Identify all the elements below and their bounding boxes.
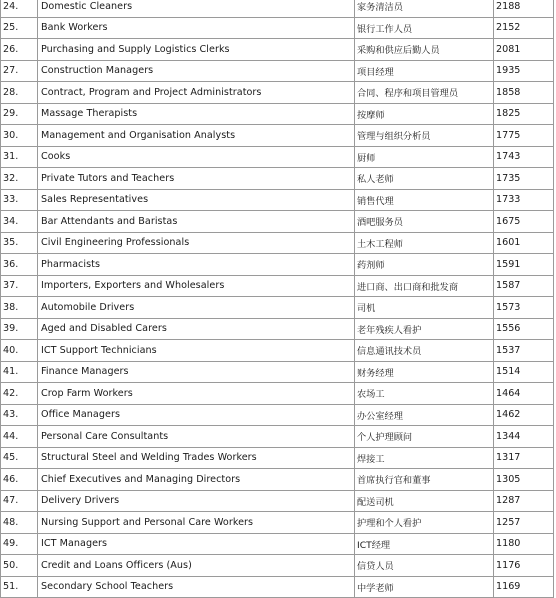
occupation-name-en: Civil Engineering Professionals [38,232,355,254]
occupation-count: 1935 [494,60,554,82]
occupation-name-zh: 配送司机 [355,490,494,512]
table-row [1,555,554,577]
occupation-name-zh: 司机 [355,297,494,319]
occupation-count: 1287 [494,490,554,512]
row-rank: 48. [1,512,38,534]
row-rank: 25. [1,17,38,39]
occupation-name-zh: 信贷人员 [355,555,494,577]
row-rank: 46. [1,469,38,491]
occupation-name-en: Contract, Program and Project Administrators [38,82,355,104]
table-row [1,469,554,491]
row-rank: 47. [1,490,38,512]
table-row [1,211,554,233]
occupation-count: 1675 [494,211,554,233]
row-rank: 45. [1,447,38,469]
row-rank: 34. [1,211,38,233]
table-row [1,447,554,469]
table-row [1,0,554,17]
occupation-count: 1537 [494,340,554,362]
table-row [1,17,554,39]
occupation-name-zh: 农场工 [355,383,494,405]
row-rank: 28. [1,82,38,104]
row-rank: 42. [1,383,38,405]
occupation-name-en: ICT Support Technicians [38,340,355,362]
row-rank: 43. [1,404,38,426]
occupation-name-zh: 老年残疾人看护 [355,318,494,340]
occupation-count: 2152 [494,17,554,39]
table-row [1,512,554,534]
occupation-count: 1775 [494,125,554,147]
occupation-count: 1743 [494,146,554,168]
occupation-name-zh: 个人护理顾问 [355,426,494,448]
occupation-name-en: ICT Managers [38,533,355,555]
occupation-count: 2081 [494,39,554,61]
row-rank: 31. [1,146,38,168]
occupation-count: 1733 [494,189,554,211]
occupation-count: 1601 [494,232,554,254]
table-row [1,576,554,598]
row-rank: 29. [1,103,38,125]
occupation-name-en: Crop Farm Workers [38,383,355,405]
row-rank: 26. [1,39,38,61]
table-row [1,490,554,512]
table-row [1,297,554,319]
occupation-count: 1305 [494,469,554,491]
occupation-name-zh: 私人老师 [355,168,494,190]
row-rank: 27. [1,60,38,82]
row-rank: 49. [1,533,38,555]
occupation-name-en: Office Managers [38,404,355,426]
table-row [1,361,554,383]
row-rank: 39. [1,318,38,340]
row-rank: 50. [1,555,38,577]
occupation-count: 1591 [494,254,554,276]
row-rank: 32. [1,168,38,190]
table-row [1,318,554,340]
occupation-name-en: Structural Steel and Welding Trades Workers [38,447,355,469]
occupation-name-en: Private Tutors and Teachers [38,168,355,190]
occupation-count: 1169 [494,576,554,598]
row-rank: 24. [1,0,38,17]
occupation-count: 1464 [494,383,554,405]
occupation-name-en: Bar Attendants and Baristas [38,211,355,233]
occupation-name-zh: 办公室经理 [355,404,494,426]
row-rank: 44. [1,426,38,448]
row-rank: 36. [1,254,38,276]
table-row [1,146,554,168]
table-row [1,383,554,405]
occupation-name-zh: 护理和个人看护 [355,512,494,534]
occupation-count: 1344 [494,426,554,448]
row-rank: 35. [1,232,38,254]
occupation-count: 1587 [494,275,554,297]
occupation-count: 1317 [494,447,554,469]
occupation-count: 1858 [494,82,554,104]
occupation-name-en: Personal Care Consultants [38,426,355,448]
occupation-name-zh: 合同、程序和项目管理员 [355,82,494,104]
row-rank: 33. [1,189,38,211]
occupation-name-zh: 采购和供应后勤人员 [355,39,494,61]
row-rank: 38. [1,297,38,319]
occupation-name-en: Credit and Loans Officers (Aus) [38,555,355,577]
occupation-count: 2188 [494,0,554,17]
row-rank: 30. [1,125,38,147]
occupation-count: 1825 [494,103,554,125]
occupation-name-zh: 焊接工 [355,447,494,469]
table-row [1,168,554,190]
occupation-count: 1462 [494,404,554,426]
occupation-name-zh: 厨师 [355,146,494,168]
occupation-count: 1514 [494,361,554,383]
table-row [1,60,554,82]
table-row [1,103,554,125]
table-row [1,426,554,448]
occupation-name-en: Finance Managers [38,361,355,383]
table-row [1,125,554,147]
occupation-name-zh: 酒吧服务员 [355,211,494,233]
occupation-name-en: Cooks [38,146,355,168]
occupation-name-en: Secondary School Teachers [38,576,355,598]
occupation-name-en: Pharmacists [38,254,355,276]
occupation-name-zh: 进口商、出口商和批发商 [355,275,494,297]
table-row [1,189,554,211]
occupation-name-zh: 项目经理 [355,60,494,82]
occupation-name-en: Importers, Exporters and Wholesalers [38,275,355,297]
row-rank: 37. [1,275,38,297]
table-row [1,275,554,297]
occupation-name-zh: 销售代理 [355,189,494,211]
row-rank: 51. [1,576,38,598]
row-rank: 40. [1,340,38,362]
occupation-name-zh: ICT经理 [355,533,494,555]
occupation-name-zh: 家务清洁员 [355,0,494,17]
occupation-name-en: Bank Workers [38,17,355,39]
occupation-name-zh: 按摩师 [355,103,494,125]
table-row [1,533,554,555]
occupation-count: 1735 [494,168,554,190]
occupation-name-zh: 中学老师 [355,576,494,598]
occupation-name-en: Domestic Cleaners [38,0,355,17]
occupation-name-en: Aged and Disabled Carers [38,318,355,340]
occupation-count: 1176 [494,555,554,577]
occupation-name-zh: 土木工程师 [355,232,494,254]
occupation-count: 1556 [494,318,554,340]
occupation-name-en: Management and Organisation Analysts [38,125,355,147]
occupation-name-en: Construction Managers [38,60,355,82]
occupation-name-en: Massage Therapists [38,103,355,125]
occupation-name-zh: 信息通讯技术员 [355,340,494,362]
occupation-name-en: Nursing Support and Personal Care Workers [38,512,355,534]
occupation-name-en: Chief Executives and Managing Directors [38,469,355,491]
occupation-name-en: Purchasing and Supply Logistics Clerks [38,39,355,61]
occupation-name-zh: 管理与组织分析员 [355,125,494,147]
table-row [1,254,554,276]
occupation-name-en: Sales Representatives [38,189,355,211]
table-row [1,39,554,61]
row-rank: 41. [1,361,38,383]
occupation-name-zh: 银行工作人员 [355,17,494,39]
occupation-table-body [1,0,554,598]
occupation-count: 1180 [494,533,554,555]
table-row [1,404,554,426]
occupation-name-zh: 财务经理 [355,361,494,383]
occupation-name-zh: 药剂师 [355,254,494,276]
occupation-name-en: Automobile Drivers [38,297,355,319]
occupation-count: 1573 [494,297,554,319]
occupation-count: 1257 [494,512,554,534]
table-row [1,340,554,362]
table-row [1,82,554,104]
occupation-name-zh: 首席执行官和董事 [355,469,494,491]
table-row [1,232,554,254]
occupation-name-en: Delivery Drivers [38,490,355,512]
